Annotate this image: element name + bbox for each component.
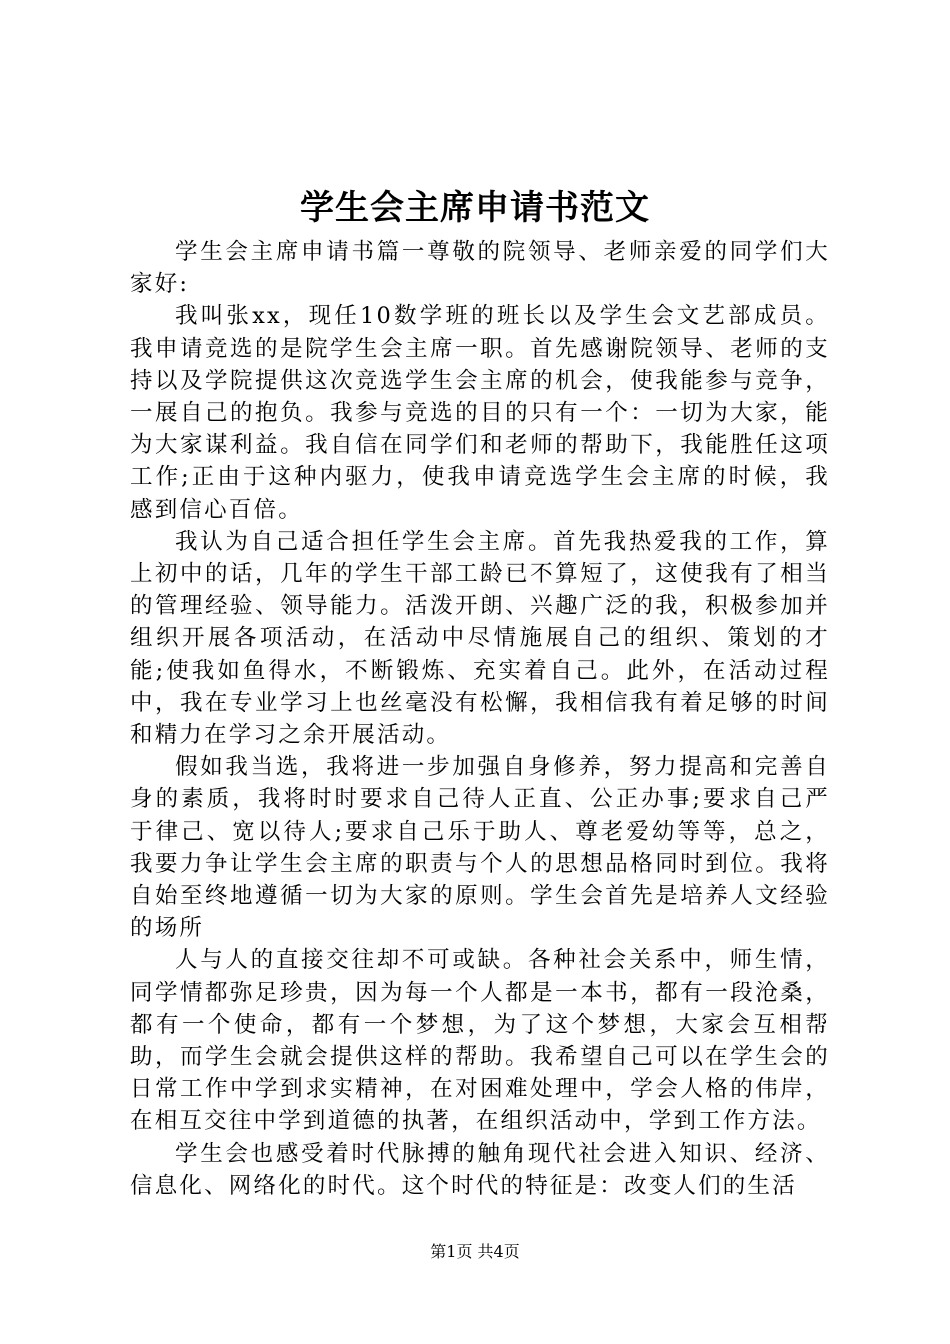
paragraph-2: 我叫张xx，现任10数学班的班长以及学生会文艺部成员。我申请竞选的是院学生会主席一职。首先感谢院领导、老师的支持以及学院提供这次竞选学生会主席的机会，使我能参与竞争，一展自己的抱负。我参与竞选的目的只有一个：一切为大家，能为大家谋利益。我自信在同学们和老师的帮助下，我能胜任这项工作;正由于这种内驱力，使我申请竞选学生会主席的时候，我感到信心百倍。 xyxy=(130,303,830,523)
paragraph-6: 学生会也感受着时代脉搏的触角现代社会进入知识、经济、信息化、网络化的时代。这个时代的特征是：改变人们的生活 xyxy=(130,1140,830,1199)
paragraph-3: 我认为自己适合担任学生会主席。首先我热爱我的工作，算上初中的话，几年的学生干部工龄已不算短了，这使我有了相当的管理经验、领导能力。活泼开朗、兴趣广泛的我，积极参加并组织开展各项活动，在活动中尽情施展自己的组织、策划的才能;使我如鱼得水，不断锻炼、充实着自己。此外，在活动过程中，我在专业学习上也丝毫没有松懈，我相信我有着足够的时间和精力在学习之余开展活动。 xyxy=(130,528,830,749)
document-body xyxy=(130,236,830,1202)
paragraph-4: 假如我当选，我将进一步加强自身修养，努力提高和完善自身的素质，我将时时要求自己待人正直、公正办事;要求自己严于律己、宽以待人;要求自己乐于助人、尊老爱幼等等，总之，我要力争让学生会主席的职责与个人的思想品格同时到位。我将自始至终地遵循一切为大家的原则。学生会首先是培养人文经验的场所 xyxy=(130,754,830,942)
paragraph-5: 人与人的直接交往却不可或缺。各种社会关系中，师生情，同学情都弥足珍贵，因为每一个人都是一本书，都有一段沧桑，都有一个使命，都有一个梦想，为了这个梦想，大家会互相帮助，而学生会就会提供这样的帮助。我希望自己可以在学生会的日常工作中学到求实精神，在对困难处理中，学会人格的伟岸，在相互交往中学到道德的执著，在组织活动中，学到工作方法。 xyxy=(130,947,830,1135)
paragraph-1: 学生会主席申请书篇一尊敬的院领导、老师亲爱的同学们大家好: xyxy=(130,239,830,298)
page-footer: 第1页 共4页 xyxy=(430,1242,520,1261)
document-title: 学生会主席申请书范文 xyxy=(300,188,650,228)
